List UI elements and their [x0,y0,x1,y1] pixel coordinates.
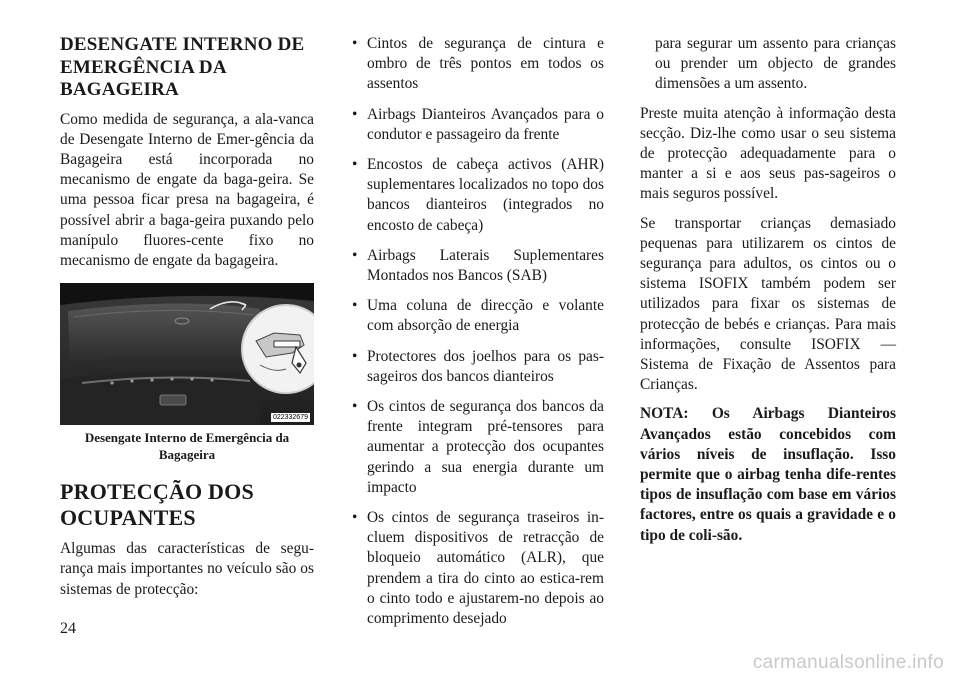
list-item: • Protectores dos joelhos para os pas-sageiros dos bancos dianteiros [352,347,604,387]
note-airbags: NOTA: Os Airbags Dianteiros Avançados estão concebidos com vários níveis de insuflação. Isso permite que o airbag tenha dife-rentes tipos de insuflação com base em vários factores, entre os quais a gravidade e o tipo de coli-são. [640,405,896,544]
watermark: carmanualsonline.info [752,652,944,673]
safety-features-list [352,34,604,629]
heading-trunk-release: DESENGATE INTERNO DE EMERGÊNCIA DA BAGAGEIRA [60,34,305,100]
list-item-continuation: para segurar um assento para crianças ou prender um objecto de grandes dimensões a um assento. [655,35,896,93]
list-item: • Os cintos de segurança traseiros in-cluem dispositivos de retracção de bloqueio automático (ALR), que prendem a tira do cinto ao estica-rem o cinto todo e ajustarem-no depois ao comprimento desejado [352,508,604,629]
column-1 [60,34,314,609]
trunk-release-figure [60,283,314,425]
heading-occupant-protection: PROTECÇÃO DOS OCUPANTES [60,479,254,531]
column-2 [352,34,604,639]
list-item: • Cintos de segurança de cintura e ombro de três pontos em todos os assentos [352,34,604,95]
list-item: • Uma coluna de direcção e volante com absorção de energia [352,296,604,336]
paragraph-attention: Preste muita atenção à informação desta secção. Diz-lhe como usar o seu sistema de protecção adequadamente para o manter a si e aos seus pas-sageiros o mais seguros possível. [640,104,896,203]
trunk-interior-illustration [60,283,314,425]
list-item: • Airbags Laterais Suplementares Montados nos Bancos (SAB) [352,246,604,286]
list-item: • Os cintos de segurança dos bancos da frente integram pré-tensores para aumentar a protecção dos ocupantes gerindo a sua energia durante um impacto [352,397,604,498]
paragraph-trunk-release: Como medida de segurança, a ala-vanca de Desengate Interno de Emer-gência da Bagageira está incorporada no mecanismo de engate da baga-geira. Se uma pessoa ficar presa na bagageira, é possível abrir a baga-geira puxando pelo manípulo fluores-cente fixo no mecanismo de engate da bagageira. [60,110,314,269]
list-item: • Airbags Dianteiros Avançados para o condutor e passageiro da frente [352,105,604,145]
figure-code: 022332679 [272,414,308,422]
paragraph-children: Se transportar crianças demasiado pequenas para utilizarem os cintos de segurança para adultos, os cintos ou o sistema ISOFIX também podem ser utilizados para fixar os sistemas de protecção de bebés e crianças. Para mais informações, consulte ISOFIX — Sistema de Fixação de Assentos para Crianças. [640,214,896,394]
paragraph-occupant-protection: Algumas das características de segu-rança mais importantes no veículo são os sistemas de protecção: [60,540,314,598]
figure-caption: Desengate Interno de Emergência da Bagageira [84,430,290,463]
list-item: • Encostos de cabeça activos (AHR) suplementares localizados no topo dos bancos dianteiros (integrados no encosto de cabeça) [352,155,604,236]
page-number: 24 [60,620,76,637]
column-3 [640,34,896,555]
